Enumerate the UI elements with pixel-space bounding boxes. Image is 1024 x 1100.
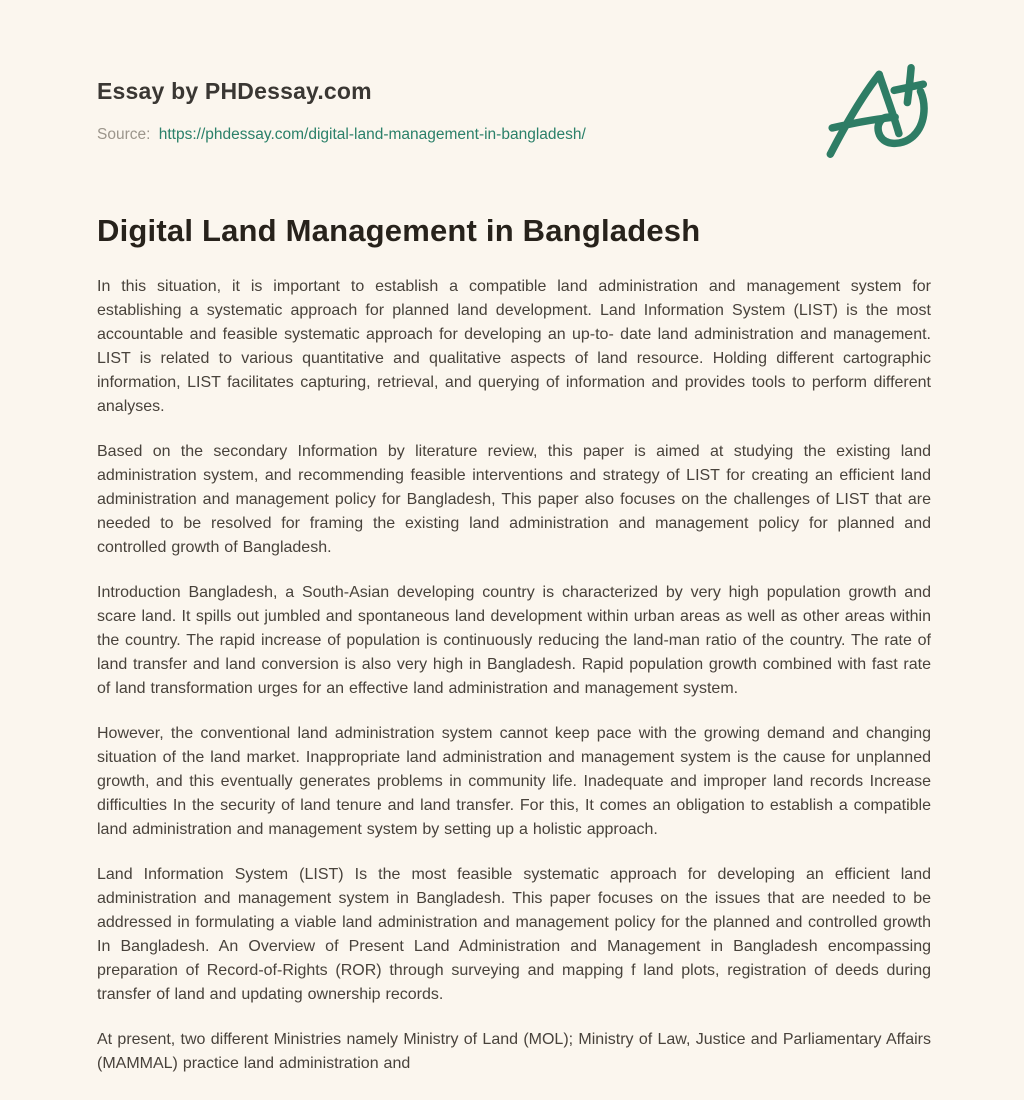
essay-paragraph: However, the conventional land administration system cannot keep pace with the growing demand and changing situation of the land market. Inappropriate land administration and management system is the cause for unplanned growth, and this eventually generates problems in community life. Inadequate and improper land records Increase difficulties In the security of land tenure and land transfer. For this, It comes an obligation to establish a compatible land administration and management system by setting up a holistic approach.	[97, 725, 931, 838]
essay-paragraph: In this situation, it is important to establish a compatible land administration and management system for establishing a systematic approach for planned land development. Land Information System (LIST) is the most accountable and feasible systematic approach for developing an up-to- date land administration and management. LIST is related to various quantitative and qualitative aspects of land resource. Holding different cartographic information, LIST facilitates capturing, retrieval, and querying of information and provides tools to perform different analyses.	[97, 278, 931, 415]
essay-title: Digital Land Management in Bangladesh	[97, 213, 701, 248]
essay-paragraph: Introduction Bangladesh, a South-Asian developing country is characterized by very high population growth and scare land. It spills out jumbled and spontaneous land development within urban areas as well as other areas within the country. The rapid increase of population is continuously reducing the land-man ratio of the country. The rate of land transfer and land conversion is also very high in Bangladesh. Rapid population growth combined with fast rate of land transformation urges for an effective land administration and management system.	[97, 584, 931, 697]
essay-byline: Essay by PHDessay.com	[97, 78, 372, 104]
essay-paragraph: Land Information System (LIST) Is the most feasible systematic approach for developing an efficient land administration and management system in Bangladesh. This paper focuses on the issues that are needed to be addressed in formulating a viable land administration and management policy for the planned and controlled growth In Bangladesh. An Overview of Present Land Administration and Management in Bangladesh encompassing preparation of Record-of-Rights (ROR) through surveying and mapping f land plots, registration of deeds during transfer of land and updating ownership records.	[97, 866, 931, 1003]
essay-paragraph: Based on the secondary Information by literature review, this paper is aimed at studying the existing land administration system, and recommending feasible interventions and strategy of LIST for creating an efficient land administration and management policy for Bangladesh, This paper also focuses on the challenges of LIST that are needed to be resolved for framing the existing land administration and management policy for planned and controlled growth of Bangladesh.	[97, 443, 931, 556]
essay-content	[97, 275, 931, 1076]
source-label: Source:	[97, 126, 151, 143]
source-line	[97, 125, 931, 145]
a-plus-grade-logo-icon	[820, 56, 928, 166]
source-link[interactable]: https://phdessay.com/digital-land-management-in-bangladesh/	[158, 126, 586, 143]
essay-paragraph: At present, two different Ministries namely Ministry of Land (MOL); Ministry of Law, Justice and Parliamentary Affairs (MAMMAL) practice land administration and	[97, 1031, 931, 1072]
